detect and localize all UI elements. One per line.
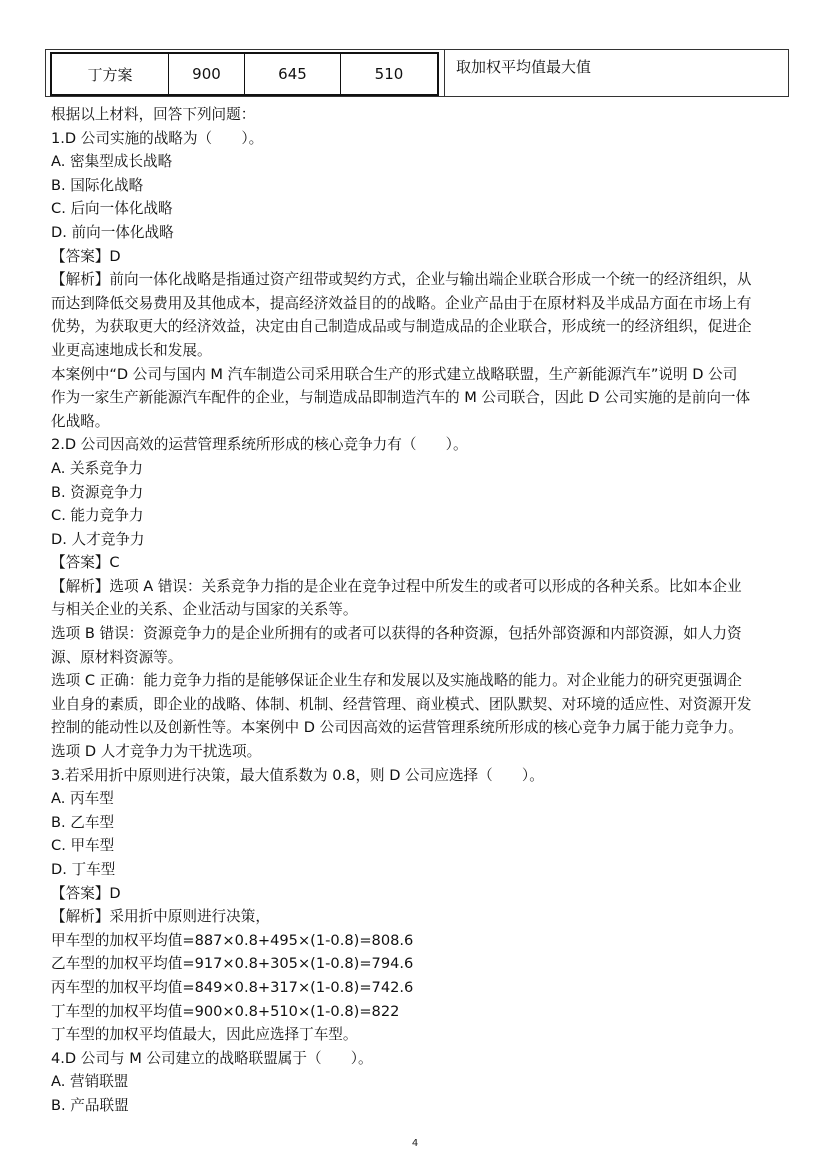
text-line: 与相关企业的关系、企业活动与国家的关系等。: [51, 601, 358, 619]
text-line: 控制的能动性以及创新性等。本案例中 D 公司因高效的运营管理系统所形成的核心竞争力属于能力竞争力。: [51, 719, 743, 737]
text-line: B. 产品联盟: [51, 1096, 129, 1114]
text-line: 选项 B 错误：资源竞争力的是企业所拥有的或者可以获得的各种资源，包括外部资源和内部资源，如人力资: [51, 625, 742, 643]
text-line: 【解析】选项 A 错误：关系竞争力指的是企业在竞争过程中所发生的或者可以形成的各种关系。比如本企业: [51, 577, 742, 595]
text-line: 【答案】D: [51, 247, 121, 265]
text-line: 3.若采用折中原则进行决策，最大值系数为 0.8，则 D 公司应选择（ ）。: [51, 766, 544, 784]
text-line: 【解析】采用折中原则进行决策，: [51, 908, 270, 926]
text-line: A. 密集型成长战略: [51, 153, 173, 171]
text-line: 【答案】C: [51, 554, 120, 572]
text-line: 甲车型的加权平均值=887×0.8+495×(1-0.8)=808.6: [51, 931, 414, 949]
text-line: A. 关系竞争力: [51, 459, 143, 477]
table-divider: [444, 50, 445, 96]
text-line: C. 后向一体化战略: [51, 200, 173, 218]
text-line: 丙车型的加权平均值=849×0.8+317×(1-0.8)=742.6: [51, 978, 414, 996]
text-line: 优势，为获取更大的经济效益，决定由自己制造成品或与制造成品的企业联合，形成统一的经济组织，促进企: [51, 318, 752, 336]
text-line: 化战略。: [51, 412, 110, 430]
text-line: 2.D 公司因高效的运营管理系统所形成的核心竞争力有（ ）。: [51, 436, 468, 454]
text-line: 业自身的素质，即企业的战略、体制、机制、经营管理、商业模式、团队默契、对环境的适应性、对资源开发: [51, 695, 752, 713]
text-line: 作为一家生产新能源汽车配件的企业，与制造成品即制造汽车的 M 公司联合，因此 D 公司实施的是前向一体: [51, 389, 751, 407]
text-line: D. 人才竞争力: [51, 530, 145, 548]
text-line: D. 丁车型: [51, 861, 116, 878]
text-line: 1.D 公司实施的战略为（ ）。: [51, 129, 264, 147]
text-line: A. 营销联盟: [51, 1073, 129, 1091]
document-body: [51, 103, 786, 1118]
page-number: 4: [411, 1138, 419, 1149]
text-line: 选项 D 人才竞争力为干扰选项。: [51, 743, 262, 761]
text-line: 业更高速地成长和发展。: [51, 341, 212, 359]
text-line: 而达到降低交易费用及其他成本，提高经济效益目的的战略。企业产品由于在原材料及半成品方面在市场上有: [51, 294, 752, 312]
text-line: 丁车型的加权平均值=900×0.8+510×(1-0.8)=822: [51, 1002, 400, 1020]
text-line: 【解析】前向一体化战略是指通过资产纽带或契约方式，企业与输出端企业联合形成一个统一的经济组织，从: [51, 271, 752, 289]
text-line: 4.D 公司与 M 公司建立的战略联盟属于（ ）。: [51, 1049, 373, 1067]
text-line: B. 资源竞争力: [51, 483, 144, 501]
text-line: D. 前向一体化战略: [51, 223, 174, 241]
text-line: 丁车型的加权平均值最大，因此应选择丁车型。: [51, 1026, 358, 1044]
data-table: [45, 49, 789, 97]
table-note: 取加权平均值最大值: [456, 58, 592, 76]
text-line: B. 国际化战略: [51, 176, 144, 194]
text-line: 乙车型的加权平均值=917×0.8+305×(1-0.8)=794.6: [51, 955, 414, 973]
text-line: 源、原材料资源等。: [51, 648, 183, 666]
text-line: B. 乙车型: [51, 813, 115, 831]
text-line: 本案例中“D 公司与国内 M 汽车制造公司采用联合生产的形式建立战略联盟，生产新能源汽车”说明 D 公司: [51, 365, 738, 383]
table-cell-value-1: 900: [169, 54, 245, 94]
text-line: C. 能力竞争力: [51, 507, 144, 525]
table-row: [50, 52, 439, 96]
text-line: 【答案】D: [51, 884, 121, 902]
text-line: A. 丙车型: [51, 790, 114, 808]
text-line: 根据以上材料，回答下列问题：: [51, 106, 256, 123]
table-cell-value-3: 510: [374, 65, 404, 83]
text-line: C. 甲车型: [51, 837, 115, 855]
table-cell-value-2: 645: [245, 54, 341, 94]
table-cell-plan: 丁方案: [52, 54, 169, 94]
text-line: 选项 C 正确：能力竞争力指的是能够保证企业生存和发展以及实施战略的能力。对企业能力的研究更强调企: [51, 672, 742, 690]
